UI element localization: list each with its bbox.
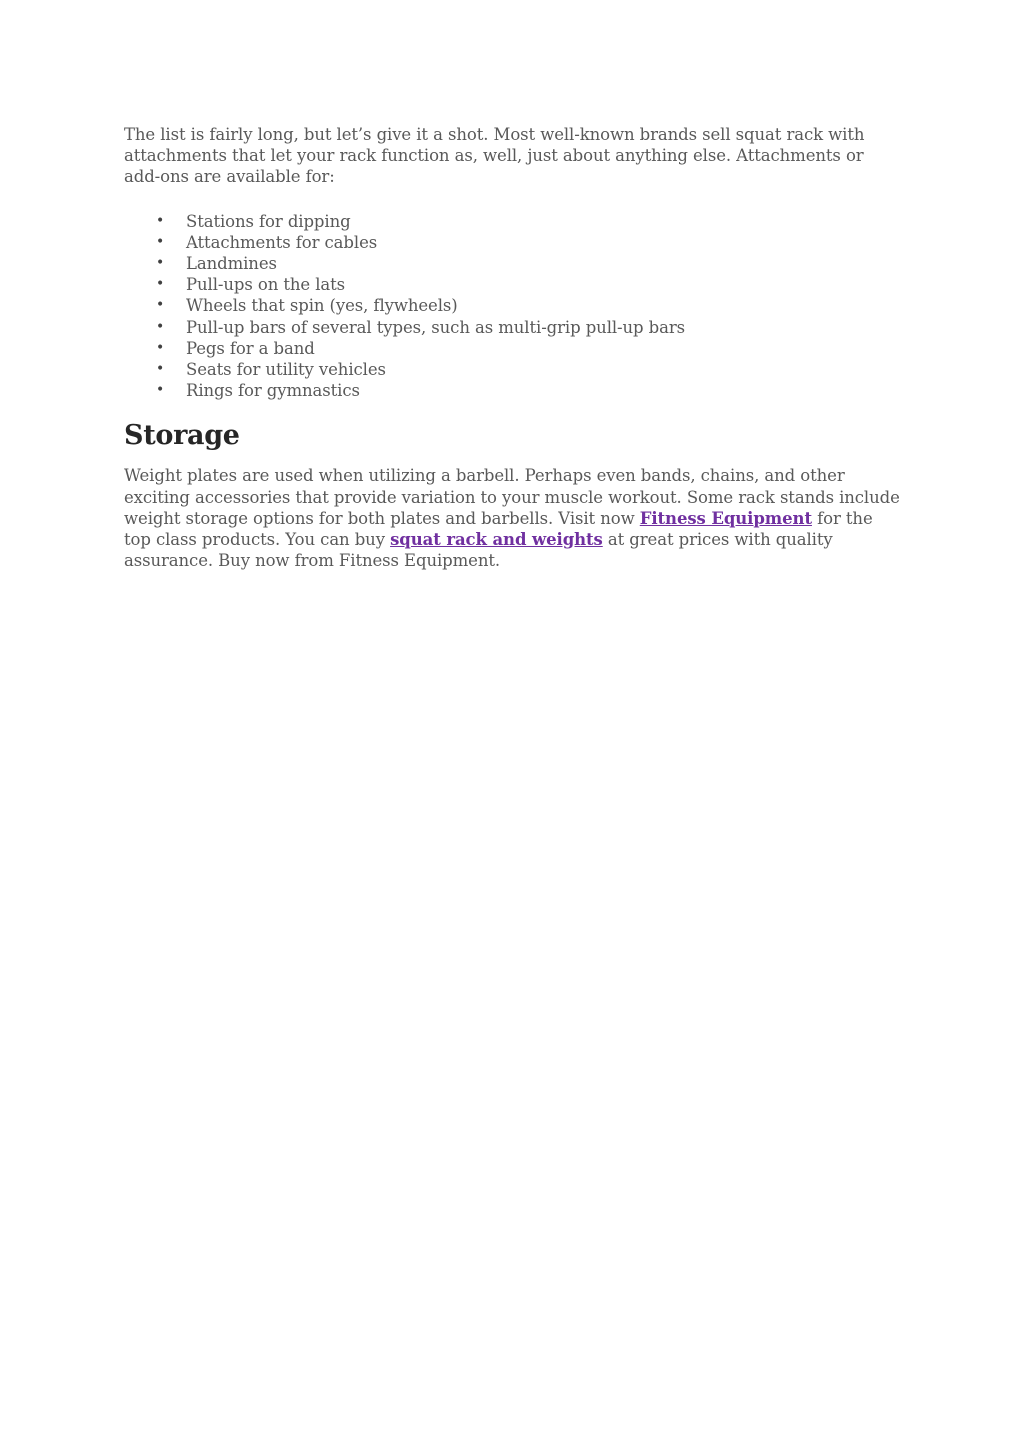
- bullet-icon: •: [156, 361, 165, 378]
- intro-paragraph: The list is fairly long, but let’s give it a shot. Most well-known brands sell squat rack with attachments that let your rack function as, well, just about anything else. Attachments or add-ons are available for:: [124, 125, 865, 187]
- list-item: [124, 380, 904, 401]
- list-item-label: Attachments for cables: [186, 232, 378, 252]
- bullet-icon: •: [156, 297, 165, 314]
- attachments-list: [124, 211, 904, 402]
- list-item: [124, 359, 904, 380]
- list-item-label: Pull-ups on the lats: [186, 275, 346, 295]
- bullet-icon: •: [156, 339, 165, 356]
- bullet-icon: •: [156, 233, 165, 250]
- bullet-icon: •: [156, 212, 165, 229]
- list-item-label: Pegs for a band: [186, 338, 315, 358]
- list-item-label: Stations for dipping: [186, 211, 351, 231]
- document-page: [124, 124, 904, 571]
- list-item-label: Landmines: [186, 254, 277, 274]
- list-item: [124, 232, 904, 253]
- list-item-label: Seats for utility vehicles: [186, 360, 386, 380]
- list-item: [124, 338, 904, 359]
- list-item-label: Rings for gymnastics: [186, 381, 360, 401]
- storage-heading: Storage: [124, 420, 240, 452]
- storage-text-part3: at great prices with quality assurance. Buy now from Fitness Equipment.: [124, 530, 833, 571]
- storage-paragraph: [124, 465, 904, 571]
- bullet-icon: •: [156, 255, 165, 272]
- bullet-icon: •: [156, 276, 165, 293]
- storage-text-part1: Weight plates are used when utilizing a barbell. Perhaps even bands, chains, and other exciting accessories that provide variation to your muscle workout. Some rack stands include weight storage options for both plates and barbells. Visit now: [124, 466, 900, 528]
- list-item: [124, 274, 904, 295]
- bullet-icon: •: [156, 318, 165, 335]
- list-item: [124, 211, 904, 232]
- list-item-label: Pull-up bars of several types, such as multi-grip pull-up bars: [186, 317, 686, 337]
- list-item: [124, 317, 904, 338]
- fitness-equipment-link[interactable]: Fitness Equipment: [639, 508, 812, 528]
- squat-rack-weights-link[interactable]: squat rack and weights: [390, 530, 603, 550]
- list-item: [124, 295, 904, 316]
- storage-text-part2: for the top class products. You can buy: [124, 508, 873, 550]
- bullet-icon: •: [156, 382, 165, 399]
- list-item: [124, 253, 904, 274]
- list-item-label: Wheels that spin (yes, flywheels): [186, 296, 458, 316]
